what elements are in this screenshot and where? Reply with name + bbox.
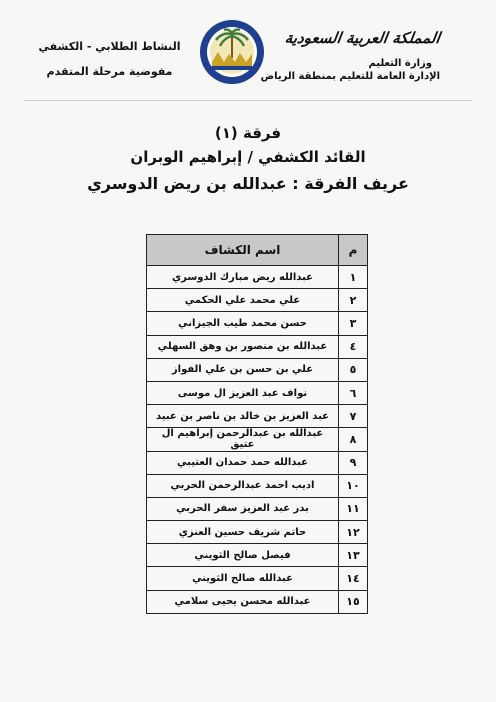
scout-name: بدر عبد العزيز سفر الحربي bbox=[147, 497, 339, 520]
table-row bbox=[147, 358, 368, 381]
scout-name: عبد العزيز بن خالد بن ناصر بن عبيد bbox=[147, 405, 339, 428]
scout-name: عبدالله بن عبدالرحمن إبراهيم ال عتيق bbox=[147, 428, 339, 451]
scout-name: عبدالله محسن يحيى سلامي bbox=[147, 590, 339, 613]
row-number: ٤ bbox=[339, 335, 368, 358]
leader-title: القائد الكشفي / إبراهيم الوبران bbox=[130, 148, 366, 166]
row-number: ٥ bbox=[339, 358, 368, 381]
activity-line: النشاط الطلابي - الكشفي bbox=[38, 40, 181, 53]
captain-title: عريف الفرقة : عبدالله بن ريض الدوسري bbox=[87, 174, 409, 193]
row-number: ١١ bbox=[339, 497, 368, 520]
table-row bbox=[147, 521, 368, 544]
ministry-logo-icon bbox=[198, 18, 266, 86]
table-row bbox=[147, 497, 368, 520]
column-header-number: م bbox=[339, 235, 368, 266]
scout-name: عبدالله صالح الثويني bbox=[147, 567, 339, 590]
table-row bbox=[147, 381, 368, 404]
table-row bbox=[147, 428, 368, 451]
table-row bbox=[147, 405, 368, 428]
row-number: ٩ bbox=[339, 451, 368, 474]
table-row bbox=[147, 544, 368, 567]
commission-line: مفوضية مرحلة المتقدم bbox=[46, 65, 173, 78]
row-number: ١٢ bbox=[339, 521, 368, 544]
scout-name: حسن محمد طيب الجيزاني bbox=[147, 312, 339, 335]
scout-name: فيصل صالح الثويني bbox=[147, 544, 339, 567]
ministry-header bbox=[260, 28, 440, 82]
activity-header bbox=[22, 40, 197, 78]
title-block bbox=[0, 124, 496, 193]
scout-name: نواف عبد العزيز ال موسى bbox=[147, 381, 339, 404]
row-number: ٧ bbox=[339, 405, 368, 428]
team-title: فرقة (١) bbox=[214, 124, 282, 142]
scout-name: عبدالله ريض مبارك الدوسري bbox=[147, 266, 339, 289]
row-number: ١٠ bbox=[339, 474, 368, 497]
row-number: ٣ bbox=[339, 312, 368, 335]
column-header-name: اسم الكشاف bbox=[147, 235, 339, 266]
table-header-row bbox=[147, 235, 368, 266]
row-number: ١٤ bbox=[339, 567, 368, 590]
table-row bbox=[147, 451, 368, 474]
row-number: ٦ bbox=[339, 381, 368, 404]
scout-name: علي محمد علي الحكمي bbox=[147, 289, 339, 312]
scout-name: عبدالله بن منصور بن وهق السهلي bbox=[147, 335, 339, 358]
scout-name: حاتم شريف حسين العنزي bbox=[147, 521, 339, 544]
table-row bbox=[147, 335, 368, 358]
table-row bbox=[147, 266, 368, 289]
administration-name: الإدارة العامة للتعليم بمنطقة الرياض bbox=[260, 71, 440, 82]
table-row bbox=[147, 312, 368, 335]
scout-name: علي بن حسن بن علي الفواز bbox=[147, 358, 339, 381]
row-number: ٨ bbox=[339, 428, 368, 451]
ministry-name: وزارة التعليم bbox=[368, 58, 432, 69]
row-number: ١٣ bbox=[339, 544, 368, 567]
kingdom-calligraphy: المملكة العربية السعودية bbox=[283, 29, 442, 47]
table-row bbox=[147, 474, 368, 497]
row-number: ٢ bbox=[339, 289, 368, 312]
scouts-table bbox=[146, 234, 368, 614]
row-number: ١٥ bbox=[339, 590, 368, 613]
scout-name: عبدالله حمد حمدان العتيبي bbox=[147, 451, 339, 474]
row-number: ١ bbox=[339, 266, 368, 289]
table-row bbox=[147, 567, 368, 590]
scout-name: اديب احمد عبدالرحمن الحربي bbox=[147, 474, 339, 497]
header-divider bbox=[24, 100, 472, 101]
table-row bbox=[147, 289, 368, 312]
table-row bbox=[147, 590, 368, 613]
